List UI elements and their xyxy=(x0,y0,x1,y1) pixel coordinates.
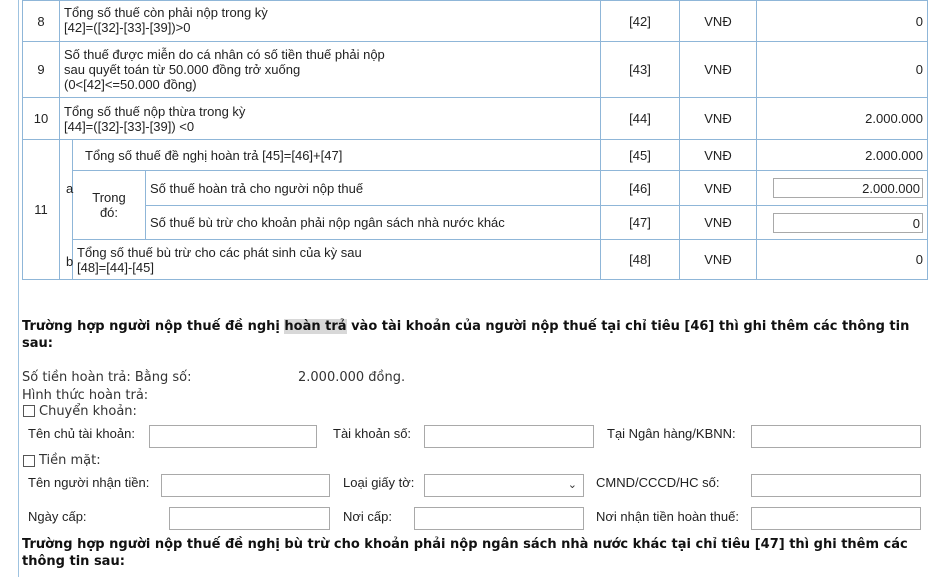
offset-heading-text: Trường hợp người nộp thuế đề nghị bù trừ cho khoản phải nộp ngân sách nhà nước khác tại chỉ tiêu [47] thì ghi thêm các xyxy=(22,537,908,552)
pickup-place-label: Nơi nhận tiền hoàn thuế: xyxy=(596,509,739,524)
refund-heading-text: Trường hợp người nộp thuế đề nghị xyxy=(22,319,285,334)
row-value: 2.000.000 xyxy=(757,140,928,171)
sub-letter-a: a xyxy=(66,181,74,196)
offset-amount-input[interactable]: 0 xyxy=(773,213,923,233)
table-row xyxy=(23,98,928,140)
row-formula: [42]=([32]-[33]-[39])>0 xyxy=(64,19,191,35)
row-formula: [48]=[44]-[45] xyxy=(77,259,154,275)
trong-do-cell xyxy=(73,171,146,240)
row-number: 9 xyxy=(23,42,60,98)
trong-do-label: đó: xyxy=(99,205,119,220)
issue-date-input[interactable] xyxy=(169,507,330,530)
table-row xyxy=(23,171,928,206)
transfer-checkbox[interactable] xyxy=(23,405,35,417)
row-name-line: Số thuế được miễn do cá nhân có số tiền thuế phải nộp xyxy=(64,47,385,62)
row-code: [43] xyxy=(601,42,680,98)
row-value: 0 xyxy=(757,1,928,42)
table-row xyxy=(23,1,928,42)
row-name xyxy=(60,1,601,42)
row-formula: (0<[42]<=50.000 đồng) xyxy=(64,77,197,92)
row-name xyxy=(60,42,601,98)
account-owner-input[interactable] xyxy=(149,425,317,448)
left-border xyxy=(18,0,19,577)
offset-heading-text: thông tin sau: xyxy=(22,554,125,569)
pickup-place-input[interactable] xyxy=(751,507,921,530)
refund-heading xyxy=(22,318,922,352)
refund-heading-text: vào tài khoản của người nộp thuế tại chỉ tiêu [46] thì ghi thêm các thông tin xyxy=(346,319,910,334)
table-row xyxy=(23,140,928,171)
id-type-label: Loại giấy tờ: xyxy=(343,475,415,490)
row-unit: VNĐ xyxy=(680,206,757,240)
bank-label: Tại Ngân hàng/KBNN: xyxy=(607,426,736,441)
refund-amount-label: Số tiền hoàn trả: Bằng số: xyxy=(22,370,192,385)
row-code: [46] xyxy=(601,171,680,206)
row-code: [42] xyxy=(601,1,680,42)
row-number: 8 xyxy=(23,1,60,42)
row-name-line: Tổng số thuế còn phải nộp trong kỳ xyxy=(64,4,268,20)
id-type-select[interactable] xyxy=(424,474,584,497)
table-row xyxy=(23,240,928,280)
row-unit: VNĐ xyxy=(680,98,757,140)
id-number-input[interactable] xyxy=(751,474,921,497)
row-code: [47] xyxy=(601,206,680,240)
trong-do-label: Trong xyxy=(92,190,126,205)
row-name xyxy=(73,240,601,280)
row-name: Số thuế bù trừ cho khoản phải nộp ngân sách nhà nước khác xyxy=(146,206,601,240)
bank-input[interactable] xyxy=(751,425,921,448)
row-name xyxy=(60,98,601,140)
account-number-input[interactable] xyxy=(424,425,594,448)
issue-place-label: Nơi cấp: xyxy=(343,509,392,524)
receiver-label: Tên người nhận tiền: xyxy=(28,475,150,490)
refund-amount-input[interactable]: 2.000.000 xyxy=(773,178,923,198)
refund-amount-value: 2.000.000 đồng. xyxy=(298,370,406,385)
table-row xyxy=(23,42,928,98)
receiver-input[interactable] xyxy=(161,474,330,497)
row-unit: VNĐ xyxy=(680,1,757,42)
offset-heading xyxy=(22,536,922,570)
account-owner-label: Tên chủ tài khoản: xyxy=(28,426,135,441)
refund-heading-highlight: hoàn trả xyxy=(284,319,347,334)
cash-label: Tiền mặt: xyxy=(39,453,101,468)
row-unit: VNĐ xyxy=(680,171,757,206)
id-number-label: CMND/CCCD/HC số: xyxy=(596,475,720,490)
row-formula: [44]=([32]-[33]-[39]) <0 xyxy=(64,118,195,134)
issue-date-label: Ngày cấp: xyxy=(28,509,87,524)
tax-table xyxy=(22,0,928,280)
refund-heading-text: sau: xyxy=(22,336,53,351)
row-value-cell xyxy=(757,171,928,206)
table-row xyxy=(23,206,928,240)
refund-method-label: Hình thức hoàn trả: xyxy=(22,388,149,403)
issue-place-input[interactable] xyxy=(414,507,584,530)
row-unit: VNĐ xyxy=(680,240,757,280)
row-value: 0 xyxy=(757,42,928,98)
row-name-line: Tổng số thuế bù trừ cho các phát sinh của kỳ sau xyxy=(77,244,362,260)
row-name: Số thuế hoàn trả cho người nộp thuế xyxy=(146,171,601,206)
row-code: [48] xyxy=(601,240,680,280)
sub-letter-b: b xyxy=(66,254,74,269)
account-number-label: Tài khoản số: xyxy=(333,426,412,441)
transfer-label: Chuyển khoản: xyxy=(39,404,137,419)
row-value: 2.000.000 xyxy=(757,98,928,140)
row-number: 11 xyxy=(23,140,60,280)
row-number: 10 xyxy=(23,98,60,140)
row-code: [45] xyxy=(601,140,680,171)
row-unit: VNĐ xyxy=(680,42,757,98)
chevron-down-icon: ⌄ xyxy=(567,479,577,491)
row-unit: VNĐ xyxy=(680,140,757,171)
row-name: Tổng số thuế đề nghị hoàn trả [45]=[46]+[47] xyxy=(73,140,601,171)
row-code: [44] xyxy=(601,98,680,140)
row-name-line: sau quyết toán từ 50.000 đồng trở xuống xyxy=(64,62,301,77)
row-value-cell xyxy=(757,206,928,240)
row-value: 0 xyxy=(757,240,928,280)
cash-checkbox[interactable] xyxy=(23,455,35,467)
row-name-line: Tổng số thuế nộp thừa trong kỳ xyxy=(64,103,246,119)
